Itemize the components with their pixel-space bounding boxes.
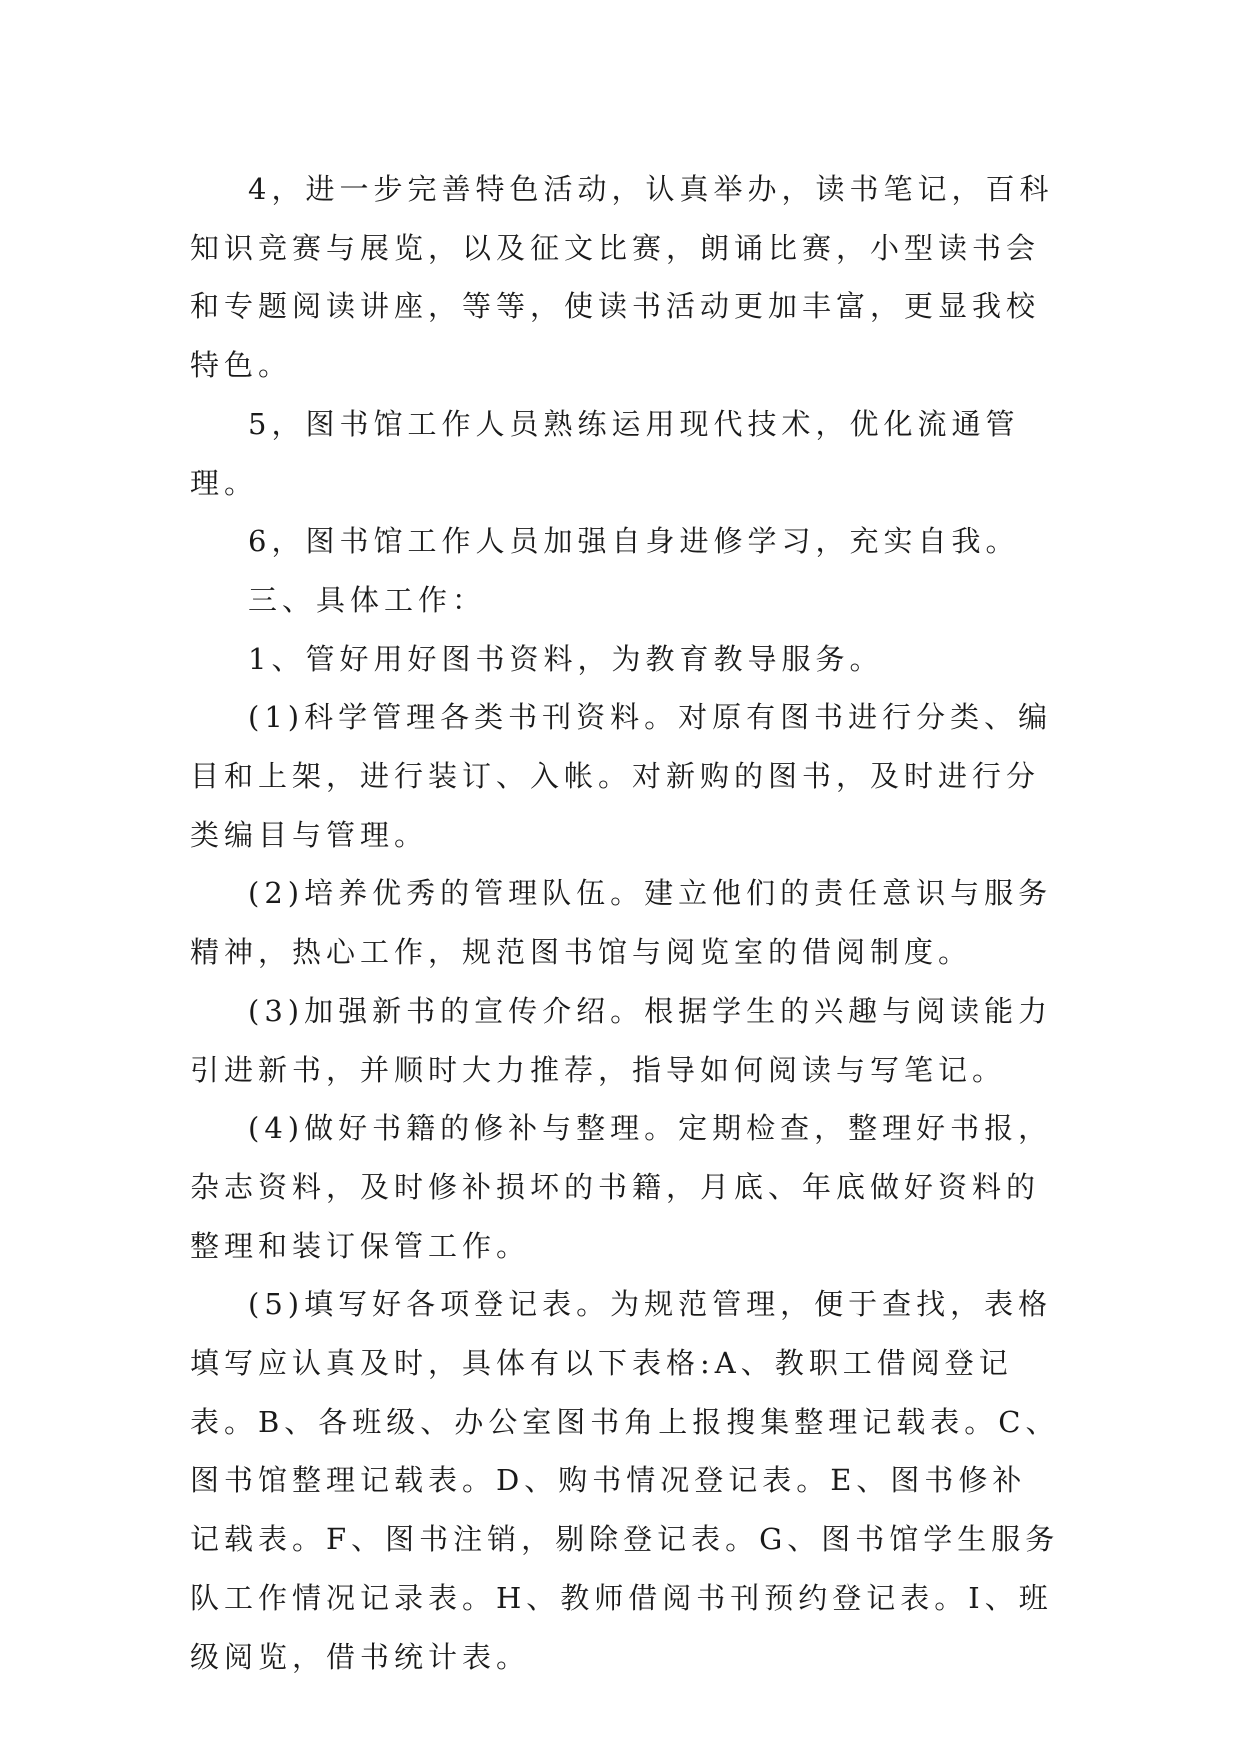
paragraph-subitem-1: (1)科学管理各类书刊资料。对原有图书进行分类、编目和上架，进行装订、入帐。对新购的图书，及时进行分类编目与管理。 xyxy=(190,700,1053,852)
paragraph-item-6: 6，图书馆工作人员加强自身进修学习，充实自我。 xyxy=(248,524,1020,559)
paragraph-subitem-3: (3)加强新书的宣传介绍。根据学生的兴趣与阅读能力引进新书，并顺时大力推荐，指导如何阅读与写笔记。 xyxy=(190,993,1053,1087)
document-body xyxy=(190,160,1060,1686)
paragraph-item-5: 5，图书馆工作人员熟练运用现代技术，优化流通管理。 xyxy=(190,406,1020,500)
paragraph-work-1: 1、管好用好图书资料，为教育教导服务。 xyxy=(248,641,884,676)
paragraph-subitem-2: (2)培养优秀的管理队伍。建立他们的责任意识与服务精神，热心工作，规范图书馆与阅览室的借阅制度。 xyxy=(190,876,1053,970)
section-heading-specific-work: 三、具体工作： xyxy=(248,582,487,617)
paragraph-subitem-4: (4)做好书籍的修补与整理。定期检查，整理好书报，杂志资料，及时修补损坏的书籍，月底、年底做好资料的整理和装订保管工作。 xyxy=(190,1111,1053,1263)
paragraph-item-4: 4，进一步完善特色活动，认真举办，读书笔记，百科知识竞赛与展览，以及征文比赛，朗诵比赛，小型读书会和专题阅读讲座，等等，使读书活动更加丰富，更显我校特色。 xyxy=(190,172,1054,383)
paragraph-subitem-5: (5)填写好各项登记表。为规范管理，便于查找，表格填写应认真及时，具体有以下表格:A、教职工借阅登记表。B、各班级、办公室图书角上报搜集整理记载表。C、图书馆整理记载表。D、购书情况登记表。E、图书修补记载表。F、图书注销，剔除登记表。G、图书馆学生服务队工作情况记录表。H、教师借阅书刊预约登记表。I、班级阅览，借书统计表。 xyxy=(190,1287,1060,1674)
